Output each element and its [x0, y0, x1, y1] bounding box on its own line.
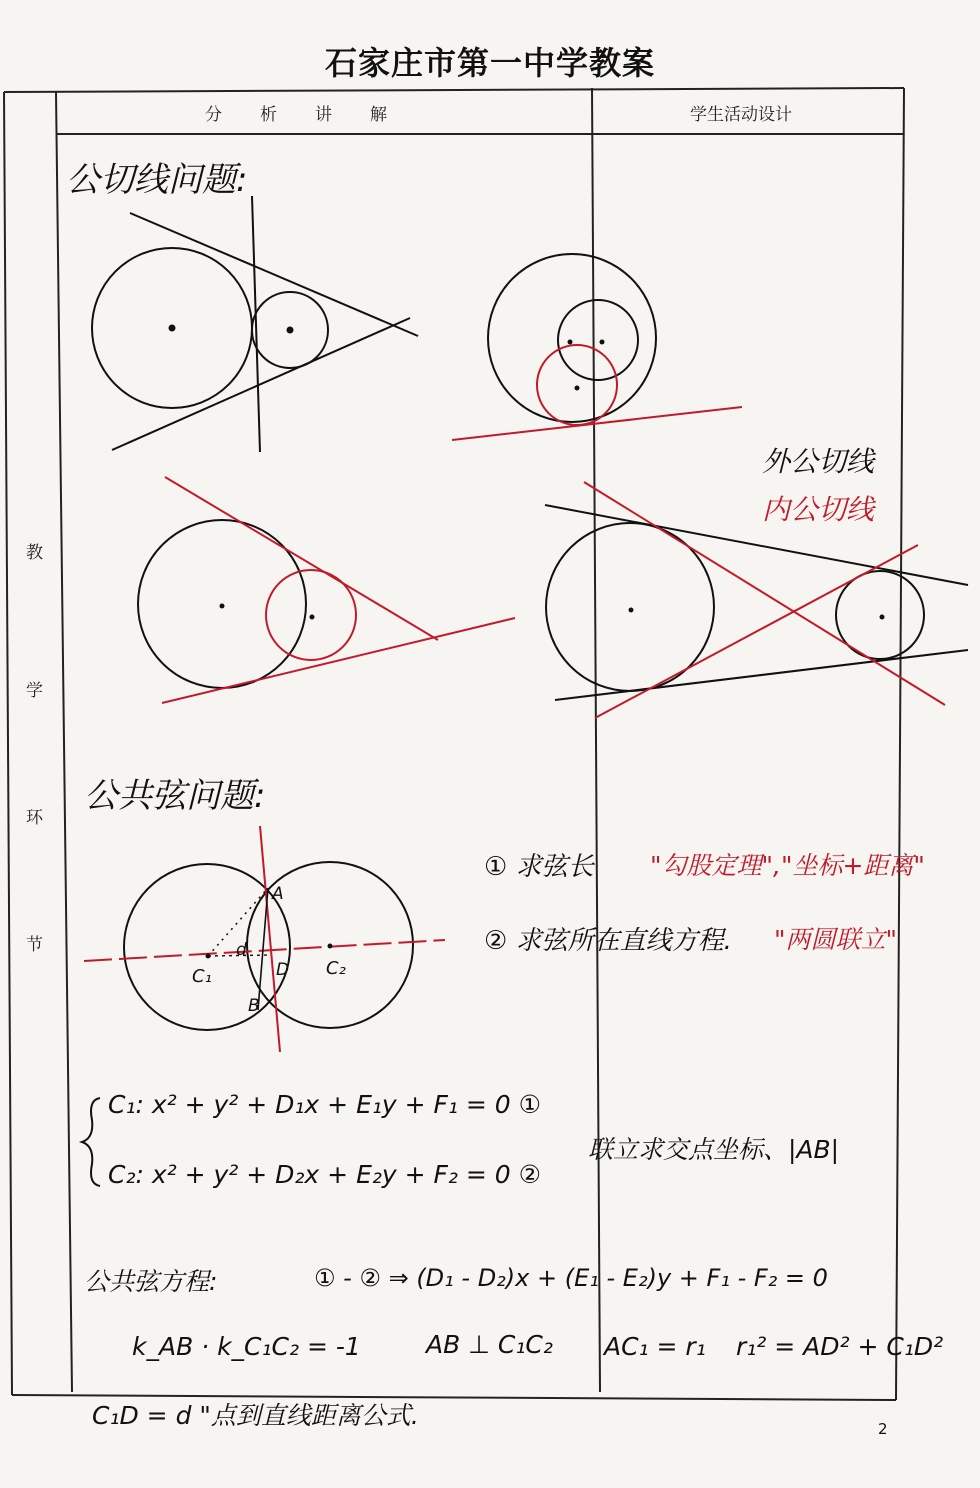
solve-intersection-note: 联立求交点坐标、|AB|	[588, 1135, 840, 1164]
circle2-equation: C₂: x² + y² + D₂x + E₂y + F₂ = 0 ②	[108, 1160, 542, 1189]
diagram-common-chord	[84, 826, 445, 1052]
page-number: 2	[878, 1420, 888, 1438]
diagram-internal-circles	[452, 254, 742, 440]
common-tangent-heading: 公切线问题:	[66, 160, 248, 200]
point-a-label: A	[272, 884, 284, 904]
point-b-label: B	[248, 996, 260, 1016]
distance-formula-note: C₁D = d "点到直线距离公式.	[92, 1401, 419, 1430]
table-frame	[4, 88, 904, 1400]
slope-product-equation: k_AB · k_C₁C₂ = -1	[132, 1332, 361, 1361]
equation-brace	[82, 1098, 100, 1186]
common-chord-equation: ① - ② ⇒ (D₁ - D₂)x + (E₁ - E₂)y + F₁ - F₂ = 0	[314, 1264, 828, 1292]
circle1-equation: C₁: x² + y² + D₁x + E₁y + F₁ = 0 ①	[108, 1090, 542, 1119]
side-label-char-2: 学	[26, 681, 43, 701]
pythagorean-equation: r₁² = AD² + C₁D²	[736, 1332, 944, 1361]
page-title: 石家庄市第一中学教案	[324, 44, 655, 82]
header-student-activity: 学生活动设计	[690, 105, 792, 125]
center-c2-label: C₂	[326, 958, 346, 979]
side-label-char-4: 节	[26, 935, 43, 955]
side-label-char-1: 教	[26, 543, 43, 563]
perpendicular-relation: AB ⊥ C₁C₂	[426, 1330, 553, 1359]
diagram-separated-circles	[545, 482, 968, 718]
point-d-label: D	[276, 960, 290, 980]
step2-method: "两圆联立"	[774, 925, 897, 954]
step1-methods: "勾股定理","坐标+距离"	[650, 851, 925, 880]
diagram-intersecting-circles	[138, 477, 515, 703]
distance-d-label: d	[236, 940, 247, 960]
radius-equation: AC₁ = r₁	[604, 1332, 706, 1361]
legend-internal-tangent: 内公切线	[762, 493, 875, 526]
common-chord-equation-label: 公共弦方程:	[84, 1267, 218, 1296]
center-c1-label: C₁	[192, 966, 212, 987]
legend-external-tangent: 外公切线	[762, 445, 875, 478]
side-label-char-3: 环	[26, 808, 43, 828]
diagram-external-circles	[92, 196, 418, 452]
common-chord-heading: 公共弦问题:	[84, 776, 266, 816]
step2-label: ② 求弦所在直线方程.	[484, 926, 732, 956]
step1-label: ① 求弦长	[484, 852, 594, 882]
header-analysis: 分析讲解	[205, 105, 425, 125]
